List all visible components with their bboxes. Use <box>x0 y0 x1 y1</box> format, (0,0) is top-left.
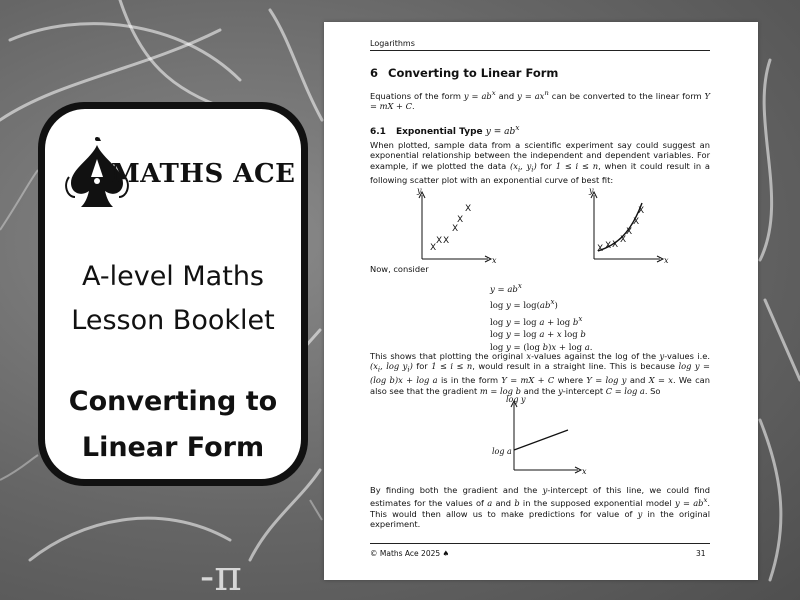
section-number: 6 <box>370 66 379 80</box>
para2-eq-5: ) <box>409 361 413 372</box>
curve-point: X <box>638 206 645 216</box>
card-subtitle <box>45 255 301 343</box>
curve-point: X <box>633 217 640 227</box>
para2-eq-12: y <box>558 385 563 396</box>
para2-text-12: . So <box>644 385 661 396</box>
equation-line-1: $y = ab^x$ <box>490 281 522 295</box>
log-y-label: log y <box>506 395 526 404</box>
subsection-title: Exponential Type <box>395 127 486 137</box>
para2-text-11: -intercept <box>562 385 606 396</box>
curve-point: X <box>626 227 633 237</box>
scatter-point: X <box>457 215 464 225</box>
para2-eq-11: m = log b <box>479 385 521 396</box>
para2-text-5: , would result in a straight line. This is because <box>472 361 679 372</box>
para1-eq-2: , y <box>520 160 532 171</box>
log-intercept-label: log a <box>492 447 512 456</box>
logo-text: MATHS ACE <box>111 159 296 189</box>
intro-text-3: can be converted to the linear form <box>548 90 705 101</box>
para3-text-4: in the supposed exponential model <box>519 498 675 509</box>
para3-text-1: By finding both the gradient and the <box>370 485 543 495</box>
intro-text-1: Equations of the form <box>370 90 464 101</box>
para2-eq-13: C = log a <box>605 385 645 396</box>
subsection-number: 6.1 <box>370 127 386 137</box>
lesson-card-inner <box>45 109 301 479</box>
scatter-x-label: x <box>492 256 497 265</box>
para2-eq-2: y <box>659 351 665 361</box>
scatter-point: X <box>436 236 443 246</box>
intro-text-2: and <box>495 90 518 101</box>
para1-eq-1: (x <box>510 160 518 171</box>
running-head: Logarithms <box>370 39 415 48</box>
lesson-card <box>38 102 308 486</box>
intro-eq-1-sup: x <box>491 89 496 97</box>
equation-line-3: $\log y = \log a + \log b^x$ <box>490 313 583 328</box>
para2-eq-1: x <box>526 351 532 361</box>
para3-eq-2: a <box>487 498 493 509</box>
intro-eq-3: Y = mX + C <box>370 90 711 112</box>
para2-text-2: -values against the log of the <box>531 351 660 361</box>
paragraph-1 <box>370 140 710 185</box>
curve-point: X <box>605 241 612 251</box>
para1-eq-4: 1 ≤ i ≤ n <box>555 160 599 171</box>
equation-block <box>490 280 630 354</box>
card-subtitle-line1: A-level Maths <box>81 261 264 292</box>
para3-text-5: . This would then allow us to make predictions for value of <box>370 498 710 519</box>
curve-y-label: y <box>589 187 594 195</box>
curve-point: X <box>597 244 604 254</box>
para1-eq-1-sub: i <box>517 165 521 174</box>
para1-eq-2-sub: i <box>531 165 534 174</box>
para1-text-2: for <box>536 160 556 171</box>
scatter-point: X <box>443 236 450 246</box>
para2-eq-4-sub: i <box>407 366 410 375</box>
para1-text-3: , when it could result in a following scatter plot with an exponential curve of best fit: <box>370 160 711 185</box>
paragraph-3 <box>370 485 710 529</box>
log-linear-plot <box>486 394 596 476</box>
para2-eq-3-sub: i <box>377 366 381 375</box>
intro-eq-2-sup: n <box>544 89 549 97</box>
section-heading <box>370 66 558 80</box>
para3-text-3: and <box>492 498 515 509</box>
document-page <box>324 22 758 580</box>
para3-eq-4-sup: x <box>703 496 708 505</box>
log-x-label: x <box>582 467 587 476</box>
subsection-eq-sup: x <box>515 123 520 132</box>
para2-text-1: This shows that plotting the original <box>370 351 527 361</box>
curve-point: X <box>620 235 627 245</box>
para2-eq-3: (x <box>370 361 378 372</box>
curve-x-label: x <box>664 256 669 265</box>
para2-text-9: . We can also see that the gradient <box>370 375 710 396</box>
equation-line-4: log y = log a + x log b <box>490 330 586 341</box>
scatter-point: X <box>430 243 437 253</box>
para2-eq-10: X = x <box>648 375 673 386</box>
para3-eq-3: b <box>514 498 520 509</box>
scatter-y-label: y <box>417 187 422 195</box>
para2-text-6: is in the form <box>437 375 502 386</box>
para1-eq-3: ) <box>533 160 537 171</box>
scatter-point: X <box>452 224 459 234</box>
para2-text-8: and <box>626 375 649 386</box>
card-title-line2: Linear Form <box>81 432 265 463</box>
equation-line-5: log y = (log b)x + log a. <box>490 342 593 353</box>
page-number: 31 <box>696 549 706 558</box>
para3-eq-5: y <box>637 508 643 519</box>
equation-line-2: $\log y = \log(ab^x)$ <box>490 297 558 312</box>
para2-eq-7: log y = (log b)x + log a <box>370 361 711 386</box>
para2-text-10: and the <box>520 385 559 396</box>
para2-eq-9: Y = log y <box>586 375 627 386</box>
scatter-plot <box>410 187 500 267</box>
paragraph-2 <box>370 351 710 396</box>
para2-text-7: where <box>554 375 587 386</box>
card-title-line1: Converting to <box>68 386 278 417</box>
para2-text-4: for <box>412 361 432 372</box>
curve-point: X <box>612 240 619 250</box>
para3-text-6: in the original experiment. <box>370 508 711 529</box>
intro-eq-2: y = ax <box>517 90 545 101</box>
section-title: Converting to Linear Form <box>388 66 559 80</box>
para2-eq-6: 1 ≤ i ≤ n <box>431 361 473 372</box>
para2-eq-4: , log y <box>380 361 408 372</box>
intro-text-4: . <box>411 101 415 112</box>
footer-rule <box>370 543 710 544</box>
footer-copyright: © Maths Ace 2025 ♠ <box>370 549 450 558</box>
card-subtitle-line2: Lesson Booklet <box>71 305 275 336</box>
para3-eq-1: y <box>542 485 548 495</box>
intro-eq-1: y = ab <box>463 90 492 101</box>
scatter-curve-plot <box>582 187 672 267</box>
board-pi-text: -π <box>200 551 242 600</box>
now-consider: Now, consider <box>370 264 429 274</box>
para3-text-2: -intercept of this line, we could find estimates for the values of <box>370 485 710 509</box>
scatter-point: X <box>465 204 472 214</box>
para3-eq-4: y = ab <box>675 498 704 509</box>
header-rule <box>370 50 710 51</box>
subsection-eq: y = ab <box>485 127 516 137</box>
card-title <box>45 379 301 471</box>
fitted-line <box>514 430 568 450</box>
intro-paragraph <box>370 88 710 112</box>
para2-text-3: -values i.e. <box>664 351 710 361</box>
subsection-heading <box>370 123 519 137</box>
para1-text-1: When plotted, sample data from a scientific experiment say could suggest an exponential relationship between the independent and dependent variables. For example, if we plotted the data <box>370 140 710 171</box>
para2-eq-8: Y = mX + C <box>501 375 555 386</box>
